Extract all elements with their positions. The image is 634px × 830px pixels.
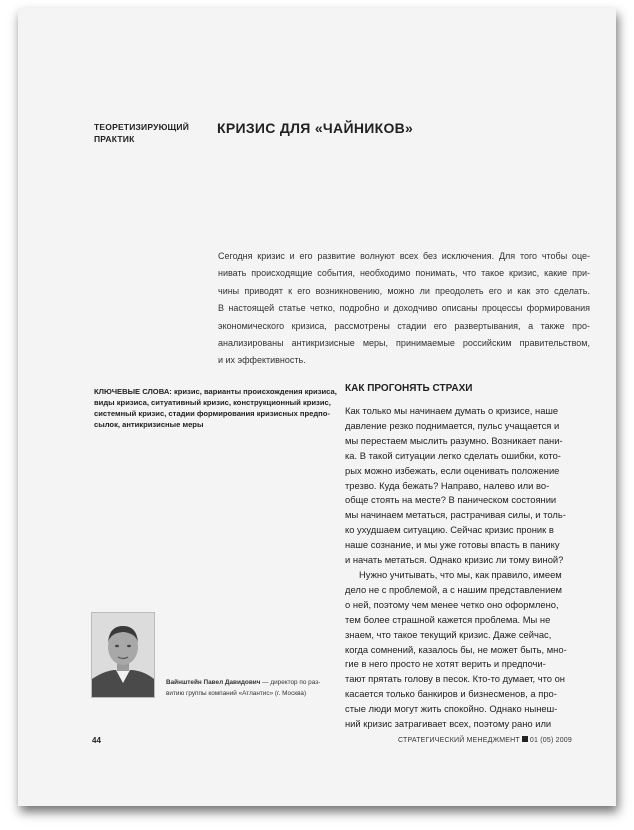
body-line: гие в него просто не хотят верить и предпочи- (345, 658, 546, 670)
body-line: касается только банкиров и бизнесменов, а про- (345, 688, 557, 700)
lead-line: анализированы антикризисные меры, принимаемые российским правительством, (218, 338, 590, 349)
body-line: ний кризис затрагивает всех, поэтому рано или (345, 718, 552, 730)
author-role: — директор по раз- (260, 679, 321, 686)
rubric-heading (94, 121, 204, 145)
author-caption (166, 677, 341, 699)
body-line: знаем, что такое текущий кризис. Даже сейчас, (345, 628, 552, 640)
lead-line: экономического кризиса, рассмотрены стадии его развертывания, а также про- (218, 320, 590, 331)
article-lead (218, 248, 590, 370)
lead-line: В настоящей статье четко, подробно и доходчиво описаны процессы формирования (218, 303, 590, 314)
body-line: мы перестаем мыслить разумно. Возникает пани- (345, 434, 563, 446)
journal-name: СТРАТЕГИЧЕСКИЙ МЕНЕДЖМЕНТ (397, 737, 520, 744)
body-line: тают прятать голову в песок. Кто-то думает, что он (345, 673, 565, 685)
body-line: Как только мы начинаем думать о кризисе, наше (345, 405, 559, 416)
body-line: трезво. Куда бежать? Направо, налево или во- (345, 479, 550, 491)
rubric-line: ТЕОРЕТИЗИРУЮЩИЙ (94, 122, 190, 132)
running-footer (398, 736, 572, 744)
keywords-block (94, 386, 337, 430)
body-line: наше сознание, и мы уже готовы впасть в панику (345, 539, 560, 551)
keywords-label: КЛЮЧЕВЫЕ СЛОВА: (94, 387, 172, 396)
keywords-line: виды кризиса, ситуативный кризис, конструкционный кризис, (94, 398, 331, 407)
author-caption-line: витию группы компаний «Атлантис» (г. Москва) (166, 690, 307, 697)
body-line: ка. В такой ситуации легко сделать ошибки, кото- (345, 449, 561, 461)
body-line: ко ухудшаем ситуацию. Сейчас кризис проник в (345, 524, 554, 536)
body-line: когда сомнений, казалось бы, не может быть, мно- (345, 643, 567, 655)
keywords-line: сылок, антикризисные меры (94, 420, 204, 429)
body-line: обще стоять на месте? В паническом состоянии (345, 494, 557, 506)
magazine-page (18, 8, 616, 806)
body-line: тем более страшной кажется проблема. Мы не (345, 613, 551, 625)
keywords-text: кризис, варианты происхождения кризиса, (171, 387, 337, 396)
lead-line: чины приводят к его возникновению, можно ли преодолеть его и как это сделать. (218, 285, 590, 296)
body-line: стые люди могут жить спокойно. Однако нынеш- (345, 703, 558, 715)
body-line: мы начинаем метаться, растрачивая силы, и толь- (345, 509, 566, 521)
body-line: Нужно учитывать, что мы, как правило, имеем (359, 568, 562, 580)
body-line: и начать метаться. Однако кризис ли тому виной? (345, 554, 564, 566)
author-caption-line (166, 677, 341, 688)
article-title: КРИЗИС ДЛЯ «ЧАЙНИКОВ» (217, 120, 414, 136)
body-text-column (345, 404, 590, 732)
lead-line: нивать происходящие события, необходимо понимать, что такое кризис, какие при- (218, 268, 590, 279)
author-photo (91, 612, 155, 698)
body-line: дело не с проблемой, а с нашим представлением (345, 583, 562, 595)
body-line: рых можно избежать, если оценивать положение (345, 464, 560, 476)
lead-line: и их эффективность. (218, 355, 306, 366)
body-line: о ней, поэтому чем менее четко оно оформлено, (345, 598, 559, 610)
lead-line: Сегодня кризис и его развитие волнуют всех без исключения. Для того чтобы оце- (218, 251, 590, 261)
keywords-line: системный кризис, стадии формирования кризисных предпо- (94, 409, 330, 418)
page-number: 44 (92, 736, 101, 745)
journal-issue: 01 (05) 2009 (529, 737, 572, 744)
keywords-line (94, 386, 337, 397)
section-heading: КАК ПРОГОНЯТЬ СТРАХИ (345, 383, 473, 394)
rubric-line: ПРАКТИК (94, 134, 135, 144)
author-portrait-image (92, 613, 154, 697)
body-line: давление резко поднимается, пульс учащается и (345, 419, 560, 431)
author-name: Вайнштейн Павел Давидович (166, 679, 261, 686)
square-bullet-icon (522, 736, 528, 742)
